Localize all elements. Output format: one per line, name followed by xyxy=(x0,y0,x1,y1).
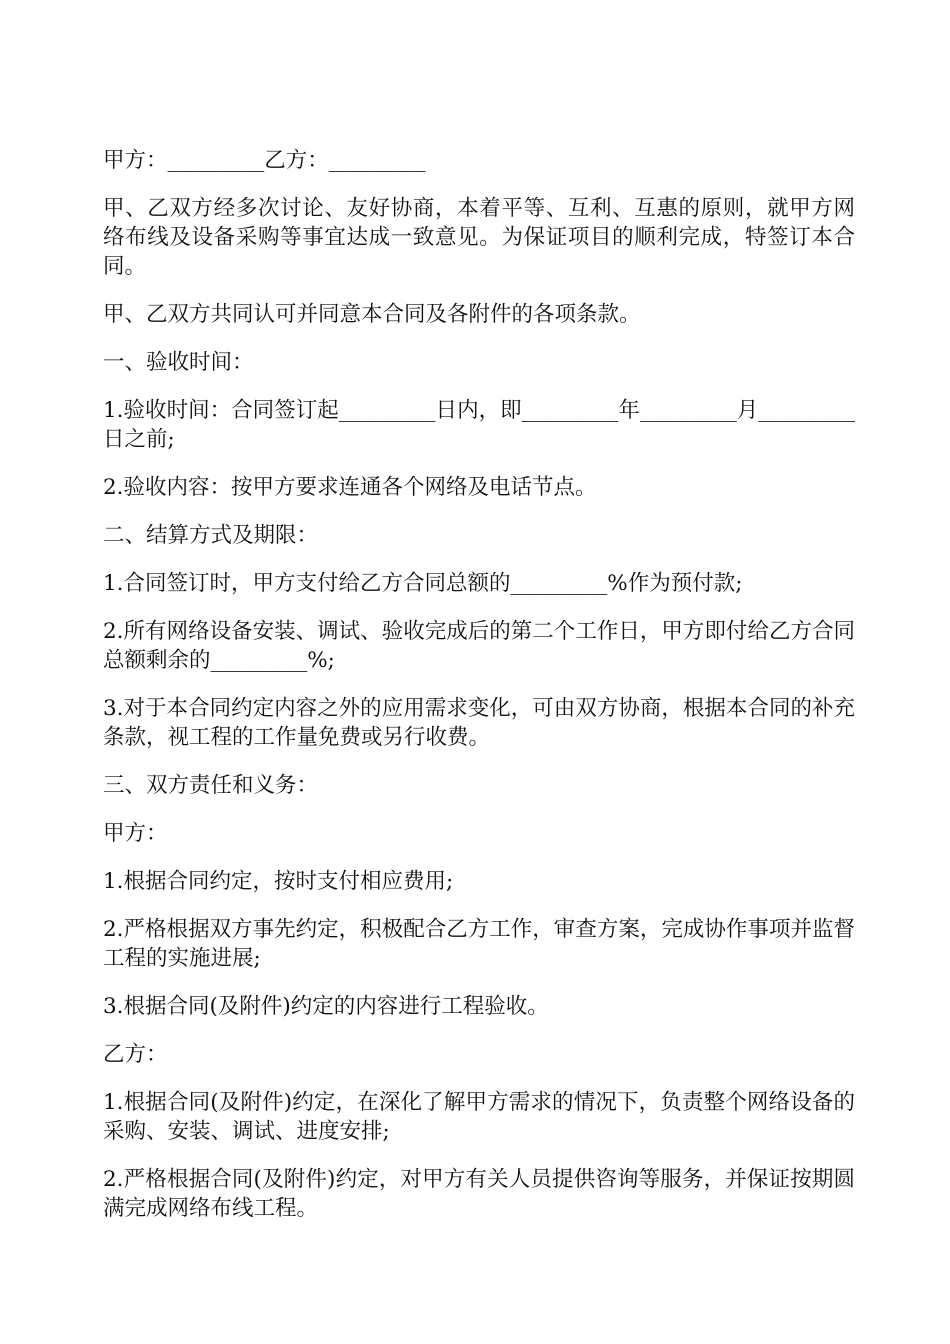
party-b-item-1: 1.根据合同(及附件)约定，在深化了解甲方需求的情况下，负责整个网络设备的采购、安装、调试、进度安排; xyxy=(103,1090,855,1144)
contract-page xyxy=(103,146,855,1242)
parties-line: 甲方：_________乙方：_________ xyxy=(103,148,426,173)
party-a-item-1: 1.根据合同约定，按时支付相应费用; xyxy=(103,869,454,894)
agreement-paragraph: 甲、乙双方共同认可并同意本合同及各附件的各项条款。 xyxy=(103,302,641,327)
section-2-item-2: 2.所有网络设备安装、调试、验收完成后的第二个工作日，甲方即付给乙方合同总额剩余的_________%; xyxy=(103,619,855,673)
section-2-item-3: 3.对于本合同约定内容之外的应用需求变化，可由双方协商，根据本合同的补充条款，视工程的工作量免费或另行收费。 xyxy=(103,696,855,750)
section-1-item-2: 2.验收内容：按甲方要求连通各个网络及电话节点。 xyxy=(103,475,597,500)
section-2-item-1: 1.合同签订时，甲方支付给乙方合同总额的_________%作为预付款; xyxy=(103,571,743,596)
section-1-heading: 一、验收时间： xyxy=(103,350,254,375)
intro-paragraph: 甲、乙双方经多次讨论、友好协商，本着平等、互利、互惠的原则，就甲方网络布线及设备采购等事宜达成一致意见。为保证项目的顺利完成，特签订本合同。 xyxy=(103,196,855,279)
party-a-item-3: 3.根据合同(及附件)约定的内容进行工程验收。 xyxy=(103,994,549,1019)
party-b-label: 乙方： xyxy=(103,1042,168,1067)
section-1-item-1: 1.验收时间：合同签订起_________日内，即_________年_________月_________日之前; xyxy=(103,398,855,452)
party-b-item-2: 2.严格根据合同(及附件)约定，对甲方有关人员提供咨询等服务，并保证按期圆满完成网络布线工程。 xyxy=(103,1167,855,1221)
party-a-item-2: 2.严格根据双方事先约定，积极配合乙方工作，审查方案，完成协作事项并监督工程的实施进展; xyxy=(103,917,855,971)
section-3-heading: 三、双方责任和义务： xyxy=(103,773,319,798)
section-2-heading: 二、结算方式及期限： xyxy=(103,523,319,548)
party-a-label: 甲方： xyxy=(103,821,168,846)
